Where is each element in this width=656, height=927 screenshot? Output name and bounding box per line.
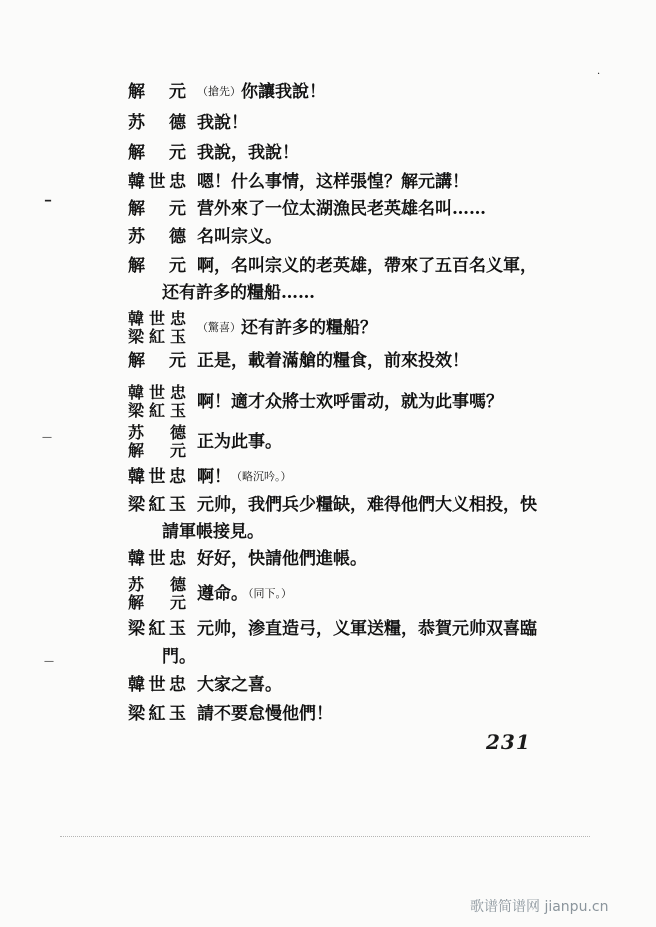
speaker-bottom: 解 元 <box>128 441 186 460</box>
speech-text: 营外來了一位太湖漁民老英雄名叫…… <box>197 199 486 219</box>
dialogue-line <box>0 424 656 460</box>
speaker-stack <box>128 424 186 460</box>
speech-text: 正是，載着滿艙的糧食，前來投效！ <box>197 351 469 371</box>
speaker-top: 韓世忠 <box>128 383 186 402</box>
speech-text: 正为此事。 <box>197 432 282 452</box>
stage-direction: （略沉吟。） <box>231 470 292 483</box>
speaker-top: 苏 德 <box>128 423 186 442</box>
speech-text <box>197 316 377 340</box>
speaker-top: 韓世忠 <box>128 309 186 328</box>
speech-text <box>197 80 326 104</box>
speaker-bottom: 解 元 <box>128 593 186 612</box>
speaker-top: 苏 德 <box>128 575 186 594</box>
scan-speck: ━ <box>45 196 52 207</box>
dialogue-line <box>0 80 656 104</box>
bottom-scan-marks <box>60 836 590 843</box>
speaker-stack <box>128 384 186 420</box>
dialogue-line <box>0 197 656 221</box>
speaker-label: 韓世忠 <box>128 467 186 487</box>
speaker-label: 苏 德 <box>128 113 186 133</box>
speech-content: 还有許多的糧船？ <box>241 318 377 338</box>
speaker-bottom: 梁紅玉 <box>128 401 186 420</box>
scan-speck: · <box>597 69 601 80</box>
stage-direction: （搶先） <box>197 85 241 98</box>
speech-text: 啊，名叫宗义的老英雄，帶來了五百名义軍， <box>197 256 537 276</box>
speech-text: 元帅，我們兵少糧缺，难得他們大义相投，快 <box>197 495 537 515</box>
scan-speck: — <box>42 432 52 443</box>
speech-text: 請不要怠慢他們！ <box>197 704 333 724</box>
dialogue-line <box>0 225 656 249</box>
speaker-label: 解 元 <box>128 199 186 219</box>
speech-text: 元帅，渗直造弓，义軍送糧，恭賀元帅双喜臨 <box>197 619 537 639</box>
speaker-label: 韓世忠 <box>128 549 186 569</box>
speaker-label: 韓世忠 <box>128 675 186 695</box>
dialogue-line <box>0 673 656 697</box>
page-number: 231 <box>486 730 531 754</box>
speech-text <box>197 465 292 489</box>
dialogue-line <box>0 547 656 571</box>
dialogue-line <box>0 702 656 726</box>
dialogue-continuation <box>0 520 656 544</box>
dialogue-continuation <box>0 281 656 305</box>
speaker-label: 解 元 <box>128 82 186 102</box>
speaker-label: 韓世忠 <box>128 172 186 192</box>
dialogue-line <box>0 384 656 420</box>
stage-direction: （同下。） <box>248 587 292 600</box>
dialogue-line <box>0 617 656 641</box>
speech-text: 名叫宗义。 <box>197 227 282 247</box>
speaker-label: 解 元 <box>128 351 186 371</box>
speaker-label: 解 元 <box>128 256 186 276</box>
dialogue-line <box>0 349 656 373</box>
dialogue-line <box>0 254 656 278</box>
speech-content: 你讓我說！ <box>241 82 326 102</box>
speech-text: 啊！適才众將士欢呼雷动，就为此事嗎？ <box>197 392 503 412</box>
speech-content: 遵命。 <box>197 584 248 604</box>
dialogue-continuation <box>0 645 656 669</box>
continuation-text: 請軍帳接見。 <box>162 522 264 542</box>
watermark: 歌谱简谱网 jianpu.cn <box>470 899 609 915</box>
continuation-text: 門。 <box>162 647 196 667</box>
speaker-label: 梁紅玉 <box>128 619 186 639</box>
dialogue-line <box>0 310 656 346</box>
dialogue-line <box>0 493 656 517</box>
speaker-label: 解 元 <box>128 143 186 163</box>
dialogue-line <box>0 141 656 165</box>
speech-text <box>197 582 292 606</box>
speech-content: 啊！ <box>197 467 231 487</box>
speech-text: 我說，我說！ <box>197 143 299 163</box>
dialogue-line <box>0 465 656 489</box>
speaker-stack <box>128 576 186 612</box>
speech-text: 好好，快請他們進帳。 <box>197 549 367 569</box>
speech-text: 大家之喜。 <box>197 675 282 695</box>
speaker-label: 梁紅玉 <box>128 704 186 724</box>
dialogue-line <box>0 576 656 612</box>
continuation-text: 还有許多的糧船…… <box>162 283 315 303</box>
speaker-label: 梁紅玉 <box>128 495 186 515</box>
stage-direction: （驚喜） <box>197 321 241 334</box>
speech-text: 我說！ <box>197 113 248 133</box>
speaker-label: 苏 德 <box>128 227 186 247</box>
dialogue-line <box>0 170 656 194</box>
scan-speck: — <box>44 656 54 667</box>
speaker-bottom: 梁紅玉 <box>128 327 186 346</box>
speech-text: 嗯！什么事情，这样張惶？解元講！ <box>197 172 469 192</box>
dialogue-line <box>0 111 656 135</box>
speaker-stack <box>128 310 186 346</box>
